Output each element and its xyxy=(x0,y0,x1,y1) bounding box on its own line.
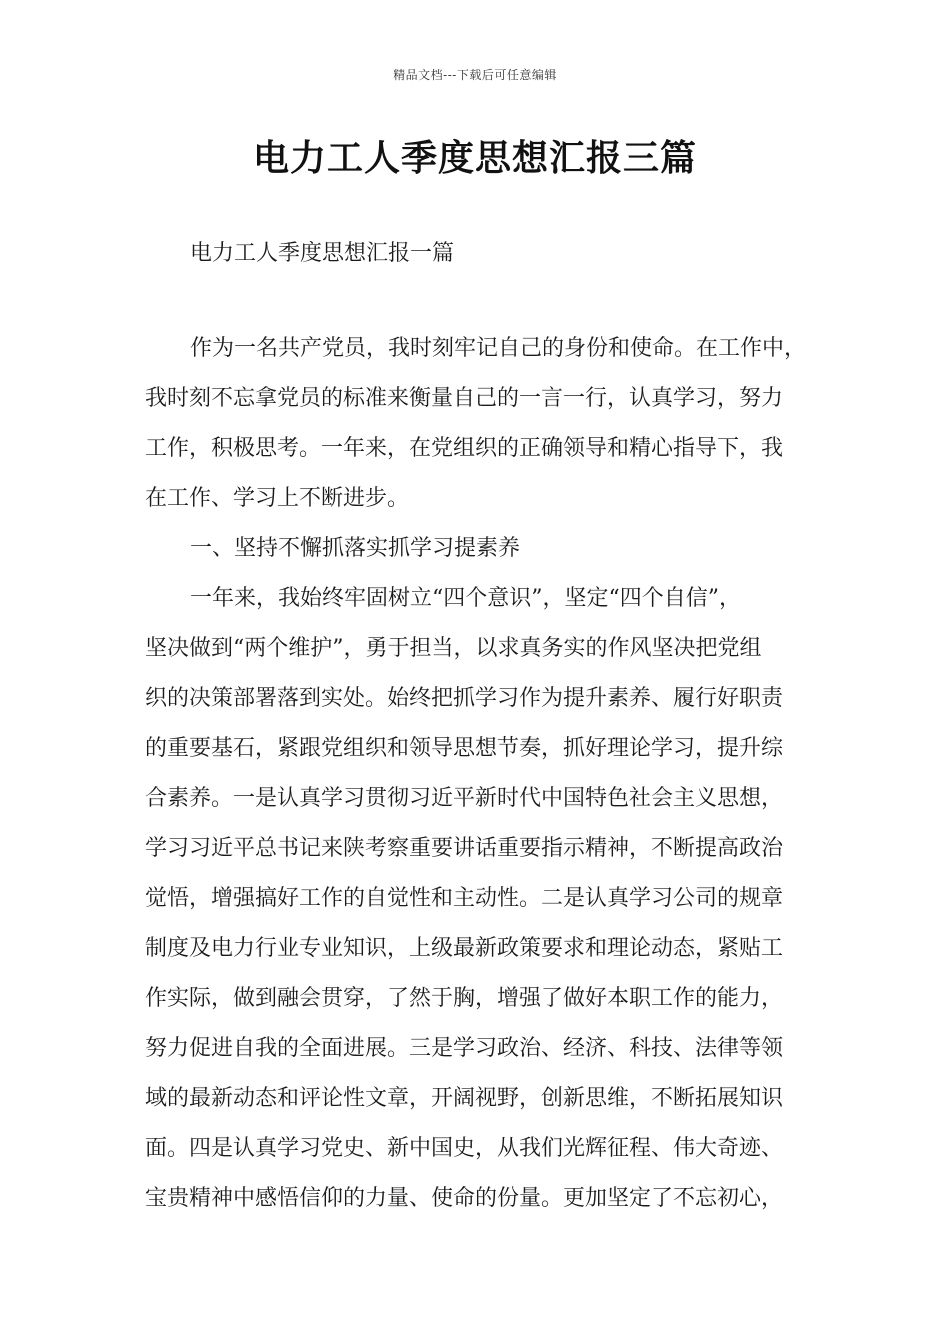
paragraph-line: 工作，积极思考。一年来，在党组织的正确领导和精心指导下，我 xyxy=(145,436,784,461)
paragraph-line: 宝贵精神中感悟信仰的力量、使命的份量。更加坚定了不忘初心， xyxy=(145,1186,784,1211)
header-note: 精品文档---下载后可任意编辑 xyxy=(393,68,557,82)
paragraph-line: 作为一名共产党员，我时刻牢记自己的身份和使命。在工作中， xyxy=(190,336,807,361)
paragraph-line: 觉悟，增强搞好工作的自觉性和主动性。二是认真学习公司的规章 xyxy=(145,886,784,911)
paragraph-line: 制度及电力行业专业知识，上级最新政策要求和理论动态，紧贴工 xyxy=(145,936,784,961)
paragraph-line: 坚决做到“两个维护”，勇于担当，以求真务实的作风坚决把党组 xyxy=(145,636,762,661)
paragraph-line: 努力促进自我的全面进展。三是学习政治、经济、科技、法律等领 xyxy=(145,1036,784,1061)
section-heading: 一、坚持不懈抓落实抓学习提素养 xyxy=(190,536,521,561)
section-subtitle: 电力工人季度思想汇报一篇 xyxy=(190,241,455,266)
paragraph-line: 合素养。一是认真学习贯彻习近平新时代中国特色社会主义思想， xyxy=(145,786,784,811)
paragraph-line: 作实际，做到融会贯穿，了然于胸，增强了做好本职工作的能力， xyxy=(145,986,784,1011)
paragraph-line: 域的最新动态和评论性文章，开阔视野，创新思维，不断拓展知识 xyxy=(145,1086,784,1111)
document-title: 电力工人季度思想汇报三篇 xyxy=(252,137,697,179)
paragraph-line: 学习习近平总书记来陕考察重要讲话重要指示精神，不断提高政治 xyxy=(145,836,784,861)
paragraph-line: 我时刻不忘拿党员的标准来衡量自己的一言一行，认真学习，努力 xyxy=(145,386,784,411)
paragraph-line: 在工作、学习上不断进步。 xyxy=(145,486,410,511)
paragraph-line: 面。四是认真学习党史、新中国史，从我们光辉征程、伟大奇迹、 xyxy=(145,1136,784,1161)
paragraph-line: 的重要基石，紧跟党组织和领导思想节奏，抓好理论学习，提升综 xyxy=(145,736,784,761)
paragraph-line: 织的决策部署落到实处。始终把抓学习作为提升素养、履行好职责 xyxy=(145,686,784,711)
paragraph-line: 一年来，我始终牢固树立“四个意识”，坚定“四个自信”， xyxy=(190,586,741,611)
